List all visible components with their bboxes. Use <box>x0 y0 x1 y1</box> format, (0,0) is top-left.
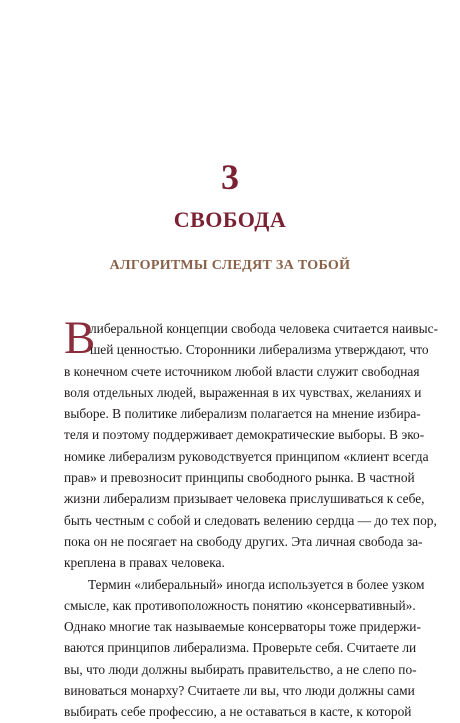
chapter-number: 3 <box>221 157 239 197</box>
body-text <box>64 312 439 723</box>
text-line: пока он не посягает на свободу других. Эта личная свобода за- <box>64 533 423 549</box>
text-line: смысле, как противоположность понятию «консервативный». <box>64 597 416 613</box>
chapter-title: СВОБОДА <box>173 207 287 232</box>
text-line: выборе. В политике либерализм полагается на мнение избира- <box>64 406 421 422</box>
chapter-subtitle: АЛГОРИТМЫ СЛЕДЯТ ЗА ТОБОЙ <box>109 258 351 273</box>
text-line: либеральной концепции свобода человека считается наивыс- <box>90 321 439 336</box>
text-line: шей ценностью. Сторонники либерализма утверждают, что <box>90 342 429 358</box>
text-line: номике либерализм руководствуется принципом «клиент всегда <box>64 448 429 464</box>
text-line: Однако многие так называемые консерваторы тоже придержи- <box>64 619 421 635</box>
text-line: вы, что люди должны выбирать правительство, а не слепо по- <box>64 661 417 677</box>
text-line: виноваться монарху? Считаете ли вы, что люди должны сами <box>64 683 415 699</box>
text-line: быть честным с собой и следовать велению сердца — до тех пор, <box>64 512 437 528</box>
text-line: креплена в правах человека. <box>64 555 225 571</box>
text-line: теля и поэтому поддерживает демократические выборы. В эко- <box>64 427 425 443</box>
text-line: Термин «либеральный» иногда используется в более узком <box>88 576 425 592</box>
text-line: выбирать себе профессию, а не оставаться в касте, к которой <box>64 704 412 720</box>
text-line: воля отдельных людей, выраженная в их чувствах, желаниях и <box>64 384 422 400</box>
text-line: прав» и превозносит принципы свободного рынка. В частной <box>64 470 415 486</box>
drop-cap: В <box>64 312 96 364</box>
text-line: ваются принципов либерализма. Проверьте себя. Считаете ли <box>64 640 417 656</box>
text-line: жизни либерализм призывает человека прислушиваться к себе, <box>64 491 425 507</box>
text-line: в конечном счете источником любой власти служит свободная <box>64 363 420 379</box>
